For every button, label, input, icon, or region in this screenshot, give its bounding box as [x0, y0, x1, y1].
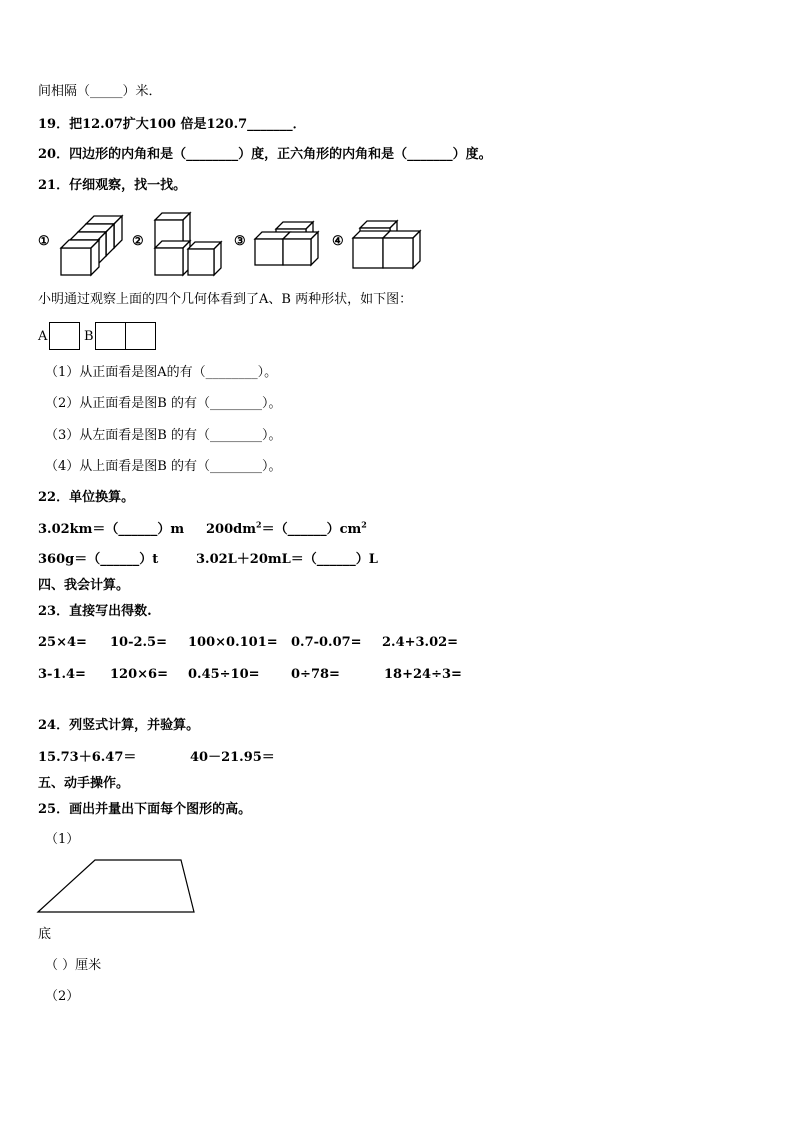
question-22: 22．单位换算。	[38, 490, 135, 505]
calc-item: 3-1.4=	[38, 667, 86, 682]
shape-a-label: A	[38, 329, 48, 344]
question-21-part-1: （1）从正面看是图A的有（________）。	[45, 365, 278, 380]
calc-item: 10-2.5=	[110, 635, 167, 650]
figure-label-3: ③	[234, 234, 246, 249]
question-20: 20．四边形的内角和是（________）度，正六角形的内角和是（_______）度。	[38, 147, 492, 162]
unit-conversion-1: 3.02km＝（______）m	[38, 522, 185, 537]
question-19: 19．把12.07扩大100 倍是120.7_______．	[38, 117, 306, 132]
calc-item: 0.7-0.07=	[291, 635, 362, 650]
question-21: 21．仔细观察，找一找。	[38, 178, 187, 193]
unit-conversion-2-sup2: 2	[361, 519, 367, 530]
calc-item: 2.4+3.02=	[382, 635, 459, 650]
figure-label-4: ④	[332, 234, 344, 249]
text-line: 间相隔（_____）米．	[38, 84, 162, 99]
trapezoid-figure	[36, 858, 198, 916]
section-5-heading: 五、动手操作。	[38, 776, 130, 791]
section-4-heading: 四、我会计算。	[38, 578, 130, 593]
question-21-description: 小明通过观察上面的四个几何体看到了A、B 两种形状，如下图：	[38, 292, 413, 307]
figure-label-1: ①	[38, 234, 50, 249]
unit-conversion-4: 3.02L＋20mL＝（______）L	[196, 552, 378, 567]
unit-conversion-2-pre: 200dm	[206, 522, 256, 537]
question-25-part-1: （1）	[45, 832, 80, 847]
cube-figure-2	[152, 210, 227, 278]
vertical-calc-2: 40－21.95＝	[190, 750, 275, 765]
height-answer: （ ）厘米	[45, 958, 102, 973]
calc-item: 0.45÷10=	[188, 667, 260, 682]
unit-conversion-3: 360g＝（______）t	[38, 552, 159, 567]
calc-item: 18+24÷3=	[384, 667, 462, 682]
question-25-part-2: （2）	[45, 989, 80, 1004]
unit-conversion-2-sup1: 2	[255, 519, 262, 530]
cube-figure-3	[252, 220, 324, 268]
shape-b-label: B	[84, 329, 94, 344]
calc-item: 0÷78=	[291, 667, 340, 682]
base-label: 底	[38, 927, 52, 942]
unit-conversion-2-mid: ＝（______）cm	[261, 522, 362, 537]
vertical-calc-1: 15.73＋6.47＝	[38, 750, 137, 765]
shape-b-right	[125, 322, 156, 350]
cube-figure-4	[350, 218, 425, 273]
question-21-part-2: （2）从正面看是图B 的有（________）。	[45, 396, 282, 411]
calc-item: 100×0.101=	[188, 635, 278, 650]
question-25: 25．画出并量出下面每个图形的高。	[38, 802, 252, 817]
question-21-part-4: （4）从上面看是图B 的有（________）。	[45, 459, 282, 474]
shape-b-left	[95, 322, 126, 350]
cube-figure-1	[58, 210, 130, 278]
figure-label-2: ②	[132, 234, 144, 249]
question-24: 24．列竖式计算，并验算。	[38, 718, 200, 733]
question-23: 23．直接写出得数.	[38, 604, 152, 619]
unit-conversion-2	[206, 519, 367, 538]
question-21-part-3: （3）从左面看是图B 的有（________）。	[45, 428, 282, 443]
calc-item: 25×4=	[38, 635, 87, 650]
shape-a	[49, 322, 80, 350]
calc-item: 120×6=	[110, 667, 168, 682]
